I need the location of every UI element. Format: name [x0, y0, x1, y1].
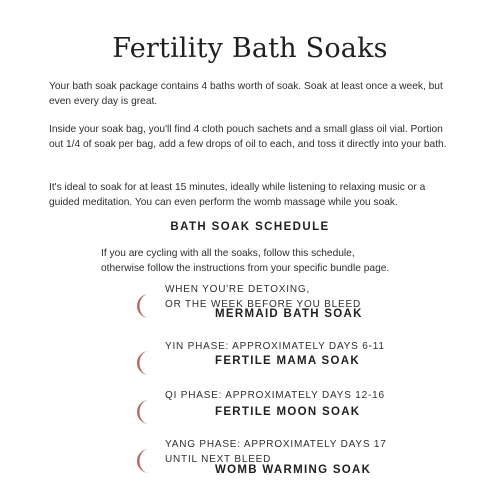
crescent-moon-icon [129, 397, 159, 427]
schedule-intro-line-2: otherwise follow the instructions from your specific bundle page. [101, 263, 390, 274]
instructions-paragraph: Inside your soak bag, you'll find 4 cloth pouch sachets and a small glass oil vial. Portion out 1/4 of soak per bag, add a few drops of oil to each, and toss it directly into your bath. [49, 124, 447, 150]
schedule-item-label [165, 437, 387, 467]
schedule-item-fertile-moon [129, 388, 399, 433]
soak-name: WOMB WARMING SOAK [215, 464, 372, 476]
crescent-moon-icon [129, 291, 159, 321]
crescent-moon-icon [129, 348, 159, 378]
schedule-item-label [165, 339, 385, 354]
label-line-1: WHEN YOU'RE DETOXING, [165, 284, 311, 295]
soak-name: MERMAID BATH SOAK [215, 308, 363, 320]
label-line-2: UNTIL NEXT BLEED [165, 454, 272, 465]
label-line-1: YIN PHASE: APPROXIMATELY DAYS 6-11 [165, 341, 385, 352]
label-line-1: QI PHASE: APPROXIMATELY DAYS 12-16 [165, 390, 385, 401]
schedule-intro-line-1: If you are cycling with all the soaks, follow this schedule, [101, 248, 355, 259]
schedule-item-mermaid [129, 282, 399, 327]
soak-name: FERTILE MAMA SOAK [215, 355, 360, 367]
page-title: Fertility Bath Soaks [112, 33, 388, 64]
schedule-item-label [165, 388, 385, 403]
schedule-heading: BATH SOAK SCHEDULE [170, 221, 330, 233]
intro-paragraph: Your bath soak package contains 4 baths worth of soak. Soak at least once a week, but even every day is great. [49, 81, 443, 107]
schedule-intro [101, 246, 421, 276]
soak-name: FERTILE MOON SOAK [215, 406, 361, 418]
label-line-2: OR THE WEEK BEFORE YOU BLEED [165, 299, 361, 310]
schedule-item-womb-warming [129, 437, 399, 482]
crescent-moon-icon [129, 446, 159, 476]
label-line-1: YANG PHASE: APPROXIMATELY DAYS 17 [165, 439, 387, 450]
tips-paragraph: It's ideal to soak for at least 15 minutes, ideally while listening to relaxing music or a guided meditation. You can even perform the womb massage while you soak. [49, 182, 426, 208]
schedule-item-fertile-mama [129, 339, 399, 384]
